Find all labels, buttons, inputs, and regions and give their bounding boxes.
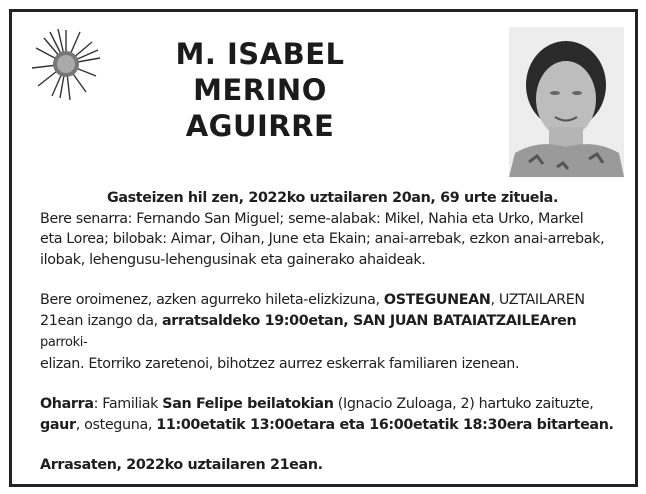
funeral-line-3: elizan. Etorriko zaretenoi, bihotzez aurrez eskerrak familiaren izenean. bbox=[40, 355, 520, 372]
name-line-1: M. ISABEL MERINO bbox=[175, 37, 345, 107]
note-line-2: gaur, osteguna, 11:00etatik 13:00etara eta 16:00etatik 18:30era bitartean. bbox=[40, 416, 614, 433]
funeral-line-2: 21ean izango da, arratsaldeko 19:00etan, SAN JUAN BATAIATZAILEAren parroki- bbox=[40, 312, 577, 350]
deceased-name bbox=[110, 36, 410, 144]
note-line-1: Oharra: Familiak San Felipe beilatokian (Ignacio Zuloaga, 2) hartuko zaituzte, bbox=[40, 396, 594, 412]
portrait-photo bbox=[509, 27, 624, 177]
name-line-2: AGUIRRE bbox=[185, 109, 335, 143]
family-line-1: Bere senarra: Fernando San Miguel; seme-alabak: Mikel, Nahia eta Urko, Markel bbox=[40, 210, 584, 227]
family-line-2: eta Lorea; bilobak: Aimar, Oihan, June eta Ekain; anai-arrebak, ezkon anai-arrebak, bbox=[40, 231, 605, 247]
death-announcement: Gasteizen hil zen, 2022ko uztailaren 20an, 69 urte zituela. bbox=[106, 190, 559, 206]
notice-body bbox=[40, 188, 615, 476]
family-line-3: ilobak, lehengusu-lehengusinak eta gainerako ahaideak. bbox=[40, 251, 426, 268]
thistle-flower-icon bbox=[30, 28, 102, 100]
funeral-line-1: Bere oroimenez, azken agurreko hileta-elizkizuna, OSTEGUNEAN, UZTAILAREN bbox=[40, 292, 585, 308]
closing-line: Arrasaten, 2022ko uztailaren 21ean. bbox=[40, 457, 323, 473]
